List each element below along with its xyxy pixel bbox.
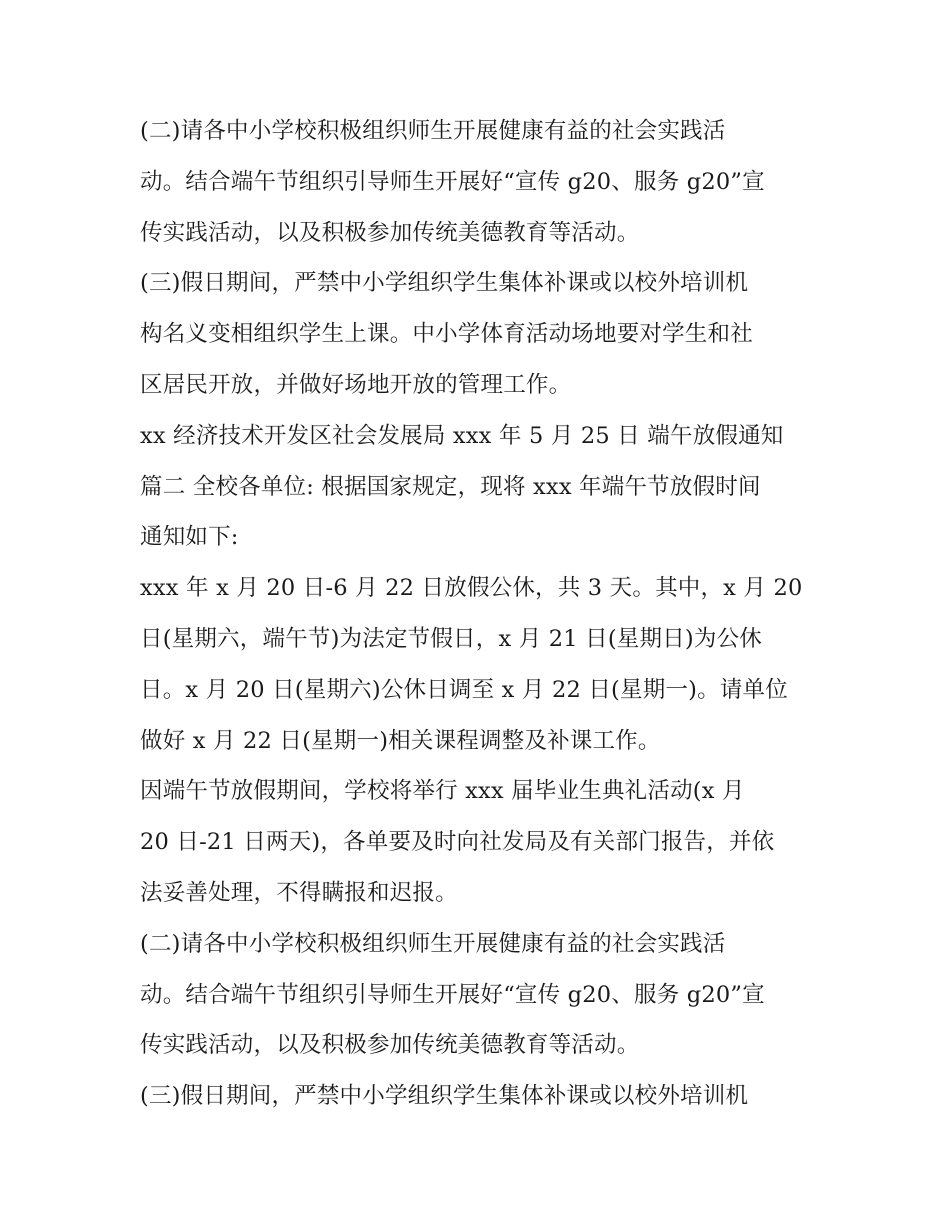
text-line: 通知如下: <box>140 524 239 551</box>
text-line: 传实践活动，以及积极参加传统美德教育等活动。 <box>140 1032 640 1059</box>
text-line: xxx 年 x 月 20 日-6 月 22 日放假公休，共 3 天。其中，x 月 20 <box>140 575 803 602</box>
text-line: 动。结合端午节组织引导师生开展好“宣传 g20、服务 g20”宣 <box>140 168 765 195</box>
document-body <box>140 106 830 1122</box>
text-line: 构名义变相组织学生上课。中小学体育活动场地要对学生和社 <box>140 321 753 348</box>
text-line: (三)假日期间，严禁中小学组织学生集体补课或以校外培训机 <box>140 1083 749 1110</box>
text-line: xx 经济技术开发区社会发展局 xxx 年 5 月 25 日 端午放假通知 <box>140 422 784 449</box>
text-line: 动。结合端午节组织引导师生开展好“宣传 g20、服务 g20”宣 <box>140 981 765 1008</box>
text-line: 区居民开放，并做好场地开放的管理工作。 <box>140 371 572 398</box>
text-line: (三)假日期间，严禁中小学组织学生集体补课或以校外培训机 <box>140 270 749 297</box>
text-line: 日。x 月 20 日(星期六)公休日调至 x 月 22 日(星期一)。请单位 <box>140 676 788 703</box>
text-line: 日(星期六，端午节)为法定节假日，x 月 21 日(星期日)为公休 <box>140 625 762 652</box>
text-line: 20 日-21 日两天)，各单要及时向社发局及有关部门报告，并依 <box>140 829 775 856</box>
text-line: 篇二 全校各单位: 根据国家规定，现将 xxx 年端午节放假时间 <box>140 473 761 500</box>
text-line: 法妥善处理，不得瞒报和迟报。 <box>140 879 458 906</box>
text-line: 传实践活动，以及积极参加传统美德教育等活动。 <box>140 219 640 246</box>
text-line: (二)请各中小学校积极组织师生开展健康有益的社会实践活 <box>140 118 726 144</box>
text-line: 因端午节放假期间，学校将举行 xxx 届毕业生典礼活动(x 月 <box>140 778 745 805</box>
text-line: 做好 x 月 22 日(星期一)相关课程调整及补课工作。 <box>140 727 661 754</box>
text-line: (二)请各中小学校积极组织师生开展健康有益的社会实践活 <box>140 930 726 957</box>
